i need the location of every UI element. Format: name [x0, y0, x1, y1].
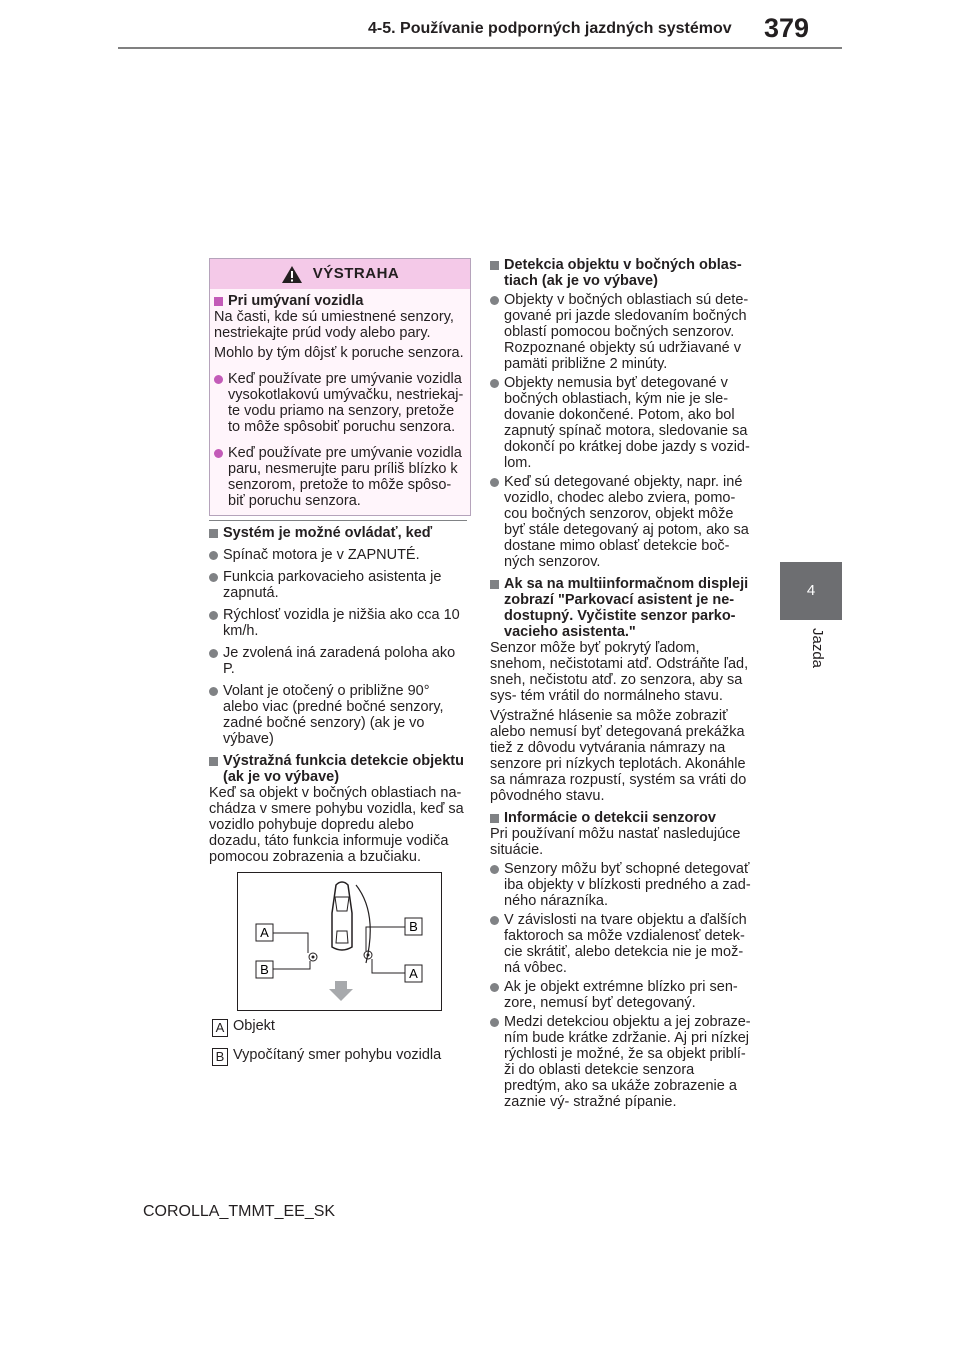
chapter-label: Jazda — [809, 628, 826, 669]
page-number: 379 — [764, 13, 810, 43]
square-bullet-icon — [209, 529, 218, 538]
chapter-tab: 4 — [780, 562, 842, 620]
header-rule — [118, 47, 842, 49]
vehicle-diagram — [237, 872, 442, 1011]
bullet-dot-icon — [490, 1018, 499, 1027]
figure-label-a: A — [409, 966, 418, 981]
list-item: Ak je objekt extrémne blízko pri sen- zore, nemusí byť detegovaný. — [490, 979, 752, 1011]
section-text: Senzor môže byť pokrytý ľadom, snehom, nečistotami atď. Odstráňte ľad, sneh, nečistotu atď. zo senzora, aby sa sys- tém vrátil do normálneho stavu. — [490, 640, 749, 704]
bullet-dot-icon — [490, 865, 499, 874]
bullet-dot-icon — [490, 379, 499, 388]
section-heading: Detekcia objektu v bočných oblas- tiach (ak je vo výbave) — [490, 257, 752, 289]
header-title: 4-5. Používanie podporných jazdných systémov — [368, 20, 732, 37]
list-item: Objekty v bočných oblastiach sú dete- gované pri jazde sledovaním bočných oblastí pomocou bočných senzorov. Rozpoznané objekty sú udržiavané v pamäti približne 2 minúty. — [490, 292, 752, 372]
warning-intro-1: Na časti, kde sú umiestnené senzory, nestriekajte prúd vody alebo pary. — [214, 309, 454, 341]
figure-label-b: B — [409, 919, 418, 934]
list-item: Rýchlosť vozidla je nižšia ako cca 10 km/h. — [209, 607, 467, 639]
figure-label-b: B — [260, 962, 269, 977]
bullet-dot-icon — [490, 983, 499, 992]
warning-bullet: Keď používate pre umývanie vozidla vysokotlakovú umývačku, nestriekaj- te vodu priamo na senzory, pretože to môže spôsobiť poruchu senzora. — [214, 371, 464, 435]
list-item: Je zvolená iná zaradená poloha ako P. — [209, 645, 467, 677]
section-text: Keď sa objekt v bočných oblastiach na- chádza v smere pohybu vozidla, keď sa vozidlo pohybuje dopredu alebo dozadu, táto funkcia informuje vodiča pomocou zobrazenia a bzučiaku. — [209, 785, 464, 865]
bullet-dot-icon — [209, 551, 218, 560]
section-heading: Systém je možné ovládať, keď — [209, 525, 467, 541]
bullet-dot-icon — [209, 687, 218, 696]
direction-arrow — [329, 981, 353, 1001]
warning-heading: Pri umývaní vozidla — [214, 293, 464, 309]
bullet-dot-icon — [209, 649, 218, 658]
list-item: Objekty nemusia byť detegované v bočných oblastiach, kým nie je sle- dovanie dokončené. Potom, ako bol zapnutý spínač motora, sledovanie sa dokončí po krátkej dobe jazdy s vozid- lom. — [490, 375, 752, 471]
square-bullet-icon — [214, 297, 223, 306]
bullet-dot-icon — [209, 573, 218, 582]
warning-intro-2: Mohlo by tým dôjsť k poruche senzora. — [214, 345, 464, 361]
figure-legend — [212, 1018, 472, 1066]
legend-item: A Objekt — [212, 1018, 472, 1037]
figure-label-a: A — [260, 925, 269, 940]
bullet-dot-icon — [214, 449, 223, 458]
bullet-dot-icon — [490, 478, 499, 487]
object-icon-left — [309, 953, 317, 961]
warning-header — [210, 259, 470, 289]
list-item: Spínač motora je v ZAPNUTÉ. — [209, 547, 467, 563]
right-column — [490, 257, 752, 1110]
car-outline — [332, 882, 352, 950]
list-item: V závislosti na tvare objektu a ďalších faktoroch sa môže vzdialenosť detek- cie skrátiť, alebo detekcia nie je mož- ná vôbec. — [490, 912, 752, 976]
list-item: Senzory môžu byť schopné detegovať iba objekty v blízkosti predného a zad- ného nárazníka. — [490, 861, 752, 909]
square-bullet-icon — [490, 580, 499, 589]
warning-bullet: Keď používate pre umývanie vozidla paru, nesmerujte paru príliš blízko k senzorom, pretože to môže spôso- biť poruchu senzora. — [214, 445, 464, 509]
square-bullet-icon — [490, 814, 499, 823]
bullet-dot-icon — [209, 611, 218, 620]
footer-code: COROLLA_TMMT_EE_SK — [143, 1203, 336, 1220]
warning-triangle-icon — [281, 265, 303, 284]
warning-title: VÝSTRAHA — [312, 265, 400, 282]
section-text: Výstražné hlásenie sa môže zobraziť alebo nemusí byť detegovaná prekážka tiež z dôvodu vytvárania námrazy na senzore pri nízkych teplotách. Akonáhle sa námraza rozpustí, systém sa vráti do pôvodného stavu. — [490, 708, 747, 804]
bullet-dot-icon — [490, 916, 499, 925]
warning-box — [209, 258, 471, 516]
square-bullet-icon — [490, 261, 499, 270]
list-item: Volant je otočený o približne 90° alebo viac (predné bočné senzory, zadné bočné senzory) (ak je vo výbave) — [209, 683, 467, 747]
section-heading: Výstražná funkcia detekcie objektu (ak je vo výbave) — [209, 753, 467, 785]
list-item: Funkcia parkovacieho asistenta je zapnutá. — [209, 569, 467, 601]
left-column — [209, 520, 467, 865]
section-text: Pri používaní môžu nastať nasledujúce situácie. — [490, 826, 741, 858]
square-bullet-icon — [209, 757, 218, 766]
section-heading: Ak sa na multiinformačnom displeji zobrazí "Parkovací asistent je ne- dostupný. Vyčistite senzor parko- vacieho asistenta." — [490, 576, 752, 640]
section-heading: Informácie o detekcii senzorov — [490, 810, 752, 826]
list-item: Medzi detekciou objektu a jej zobraze- ním bude krátke zdržanie. Aj pri nízkej rýchlosti je možné, že sa objekt priblí- ži do oblasti detekcie senzora predtým, ako sa ukáže zobrazenie a zaznie vý- stražné pípanie. — [490, 1014, 752, 1110]
legend-item: B Vypočítaný smer pohybu vozidla — [212, 1047, 472, 1066]
bullet-dot-icon — [490, 296, 499, 305]
bullet-dot-icon — [214, 375, 223, 384]
vehicle-diagram-svg — [238, 873, 441, 1010]
list-item: Keď sú detegované objekty, napr. iné vozidlo, chodec alebo zviera, pomo- cou bočných senzorov, objekt môže byť stále detegovaný aj potom, ako sa dostane mimo oblasť detekcie boč- ných senzorov. — [490, 474, 752, 570]
